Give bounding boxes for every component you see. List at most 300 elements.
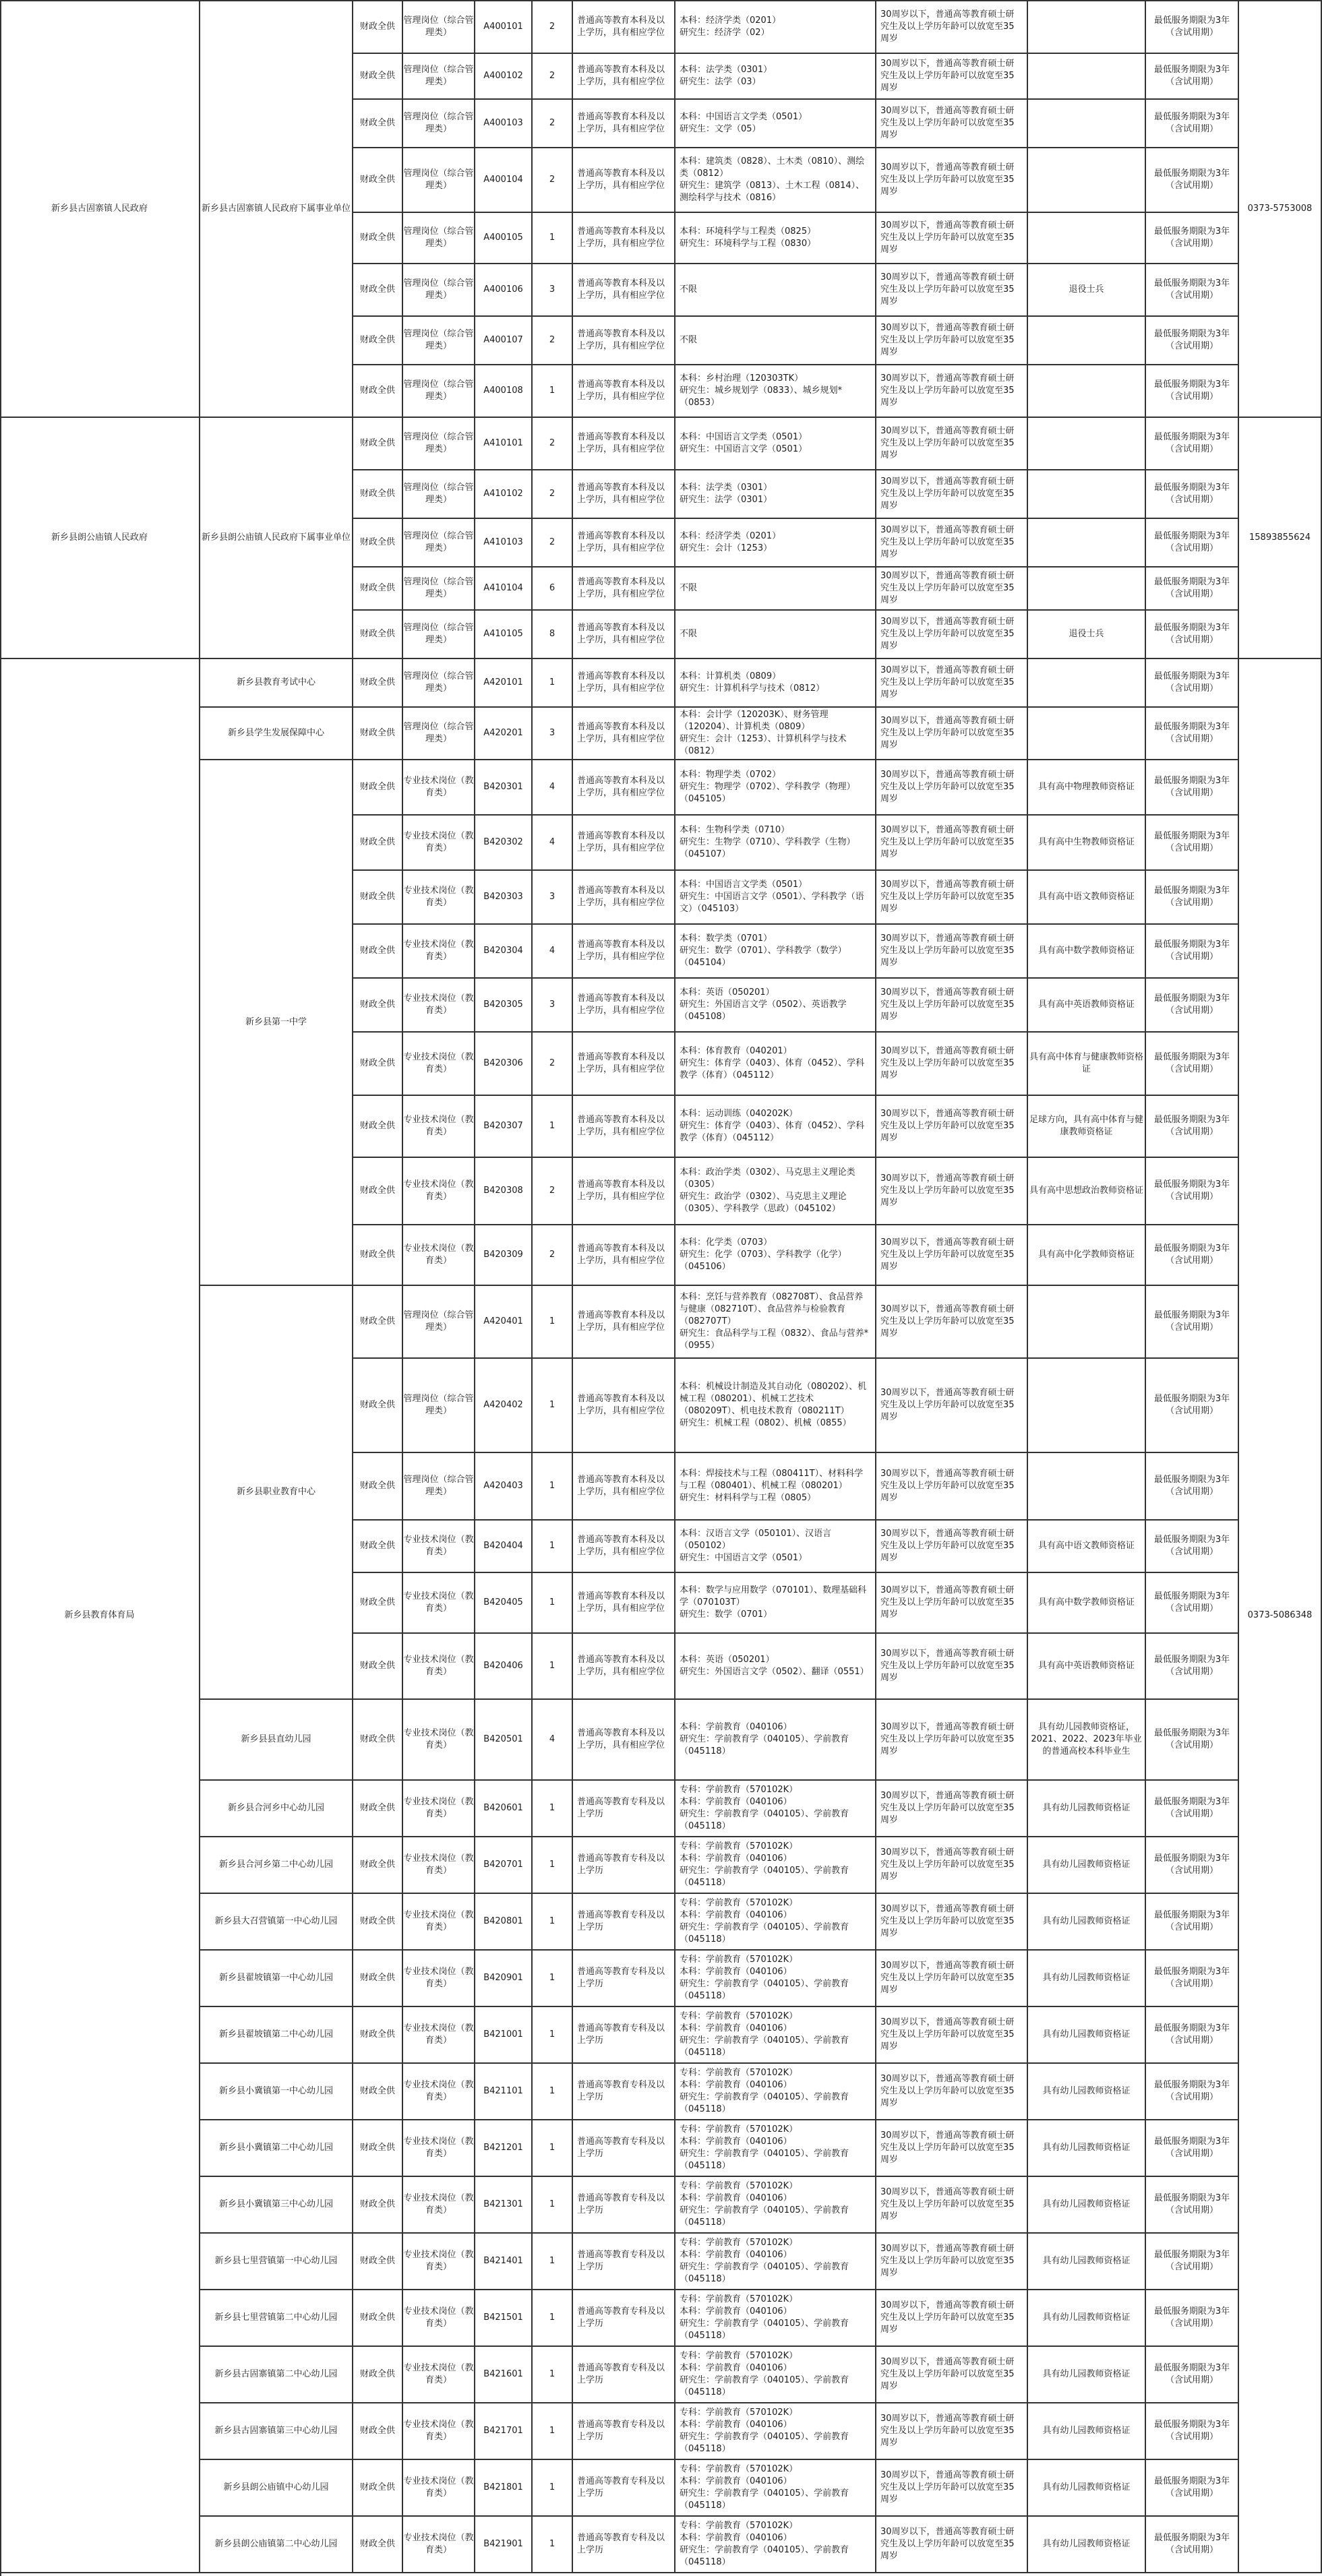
education-cell	[573, 1634, 675, 1700]
post-type-cell-text: 专业技术岗位（教育类）	[403, 1179, 474, 1202]
age-cell-text: 30周岁以下，普通高等教育硕士研究生及以上学历年龄可以放宽至35周岁	[880, 2527, 1015, 2561]
post-code-cell-text: A400101	[483, 22, 523, 32]
condition-cell	[1028, 365, 1146, 418]
headcount-cell-text: 4	[549, 1734, 555, 1744]
age-cell-text: 30周岁以下，普通高等教育硕士研究生及以上学历年龄可以放宽至35周岁	[880, 477, 1015, 511]
education-cell-text: 普通高等教育本科及以上学历，具有相应学位	[577, 1394, 665, 1416]
funding-cell-text: 财政全供	[359, 677, 395, 687]
post-type-cell	[403, 1359, 475, 1453]
service-period-cell	[1146, 2517, 1239, 2573]
major-cell-text: 本科：经济学类（0201） 研究生：经济学（02）	[680, 16, 781, 38]
education-cell-text: 普通高等教育本科及以上学历，具有相应学位	[577, 886, 665, 908]
post-type-cell	[403, 213, 475, 264]
education-cell-text: 普通高等教育专科及以上学历	[577, 2193, 665, 2215]
post-code-cell	[475, 2177, 533, 2234]
service-period-cell-text: 最低服务期限为3年（含试用期）	[1153, 2363, 1230, 2385]
post-code-cell-text: B420501	[483, 1734, 523, 1744]
post-code-cell	[475, 659, 533, 708]
phone-cell	[1239, 659, 1322, 2573]
education-cell	[573, 1453, 675, 1521]
phone-cell-text: 15893855624	[1249, 532, 1311, 543]
major-cell	[675, 213, 876, 264]
education-cell-text: 普通高等教育专科及以上学历	[577, 2137, 665, 2159]
age-cell-text: 30周岁以下，普通高等教育硕士研究生及以上学历年龄可以放宽至35周岁	[880, 880, 1015, 914]
service-period-cell	[1146, 519, 1239, 568]
funding-cell-text: 财政全供	[359, 1734, 395, 1744]
service-period-cell-text: 最低服务期限为3年（含试用期）	[1153, 483, 1230, 505]
major-cell	[675, 2234, 876, 2290]
condition-cell	[1028, 708, 1146, 760]
post-code-cell-text: A420401	[483, 1316, 523, 1326]
major-cell-text: 本科：中国语言文学类（0501） 研究生：中国语言文学（0501）	[680, 432, 808, 454]
post-code-cell-text: A420101	[483, 677, 523, 687]
service-period-cell-text: 最低服务期限为3年（含试用期）	[1153, 2023, 1230, 2046]
unit-name-cell-text: 新乡县县直幼儿园	[241, 1734, 311, 1744]
phone-cell	[1239, 1, 1322, 418]
post-type-cell-text: 专业技术岗位（教育类）	[403, 886, 474, 908]
unit-name-cell	[200, 1700, 353, 1781]
unit-name-cell-text: 新乡县大召营镇第一中心幼儿园	[214, 1916, 338, 1926]
education-cell-text: 普通高等教育本科及以上学历，具有相应学位	[577, 112, 665, 134]
condition-cell-text: 具有高中语文教师资格证	[1038, 1541, 1135, 1551]
condition-cell	[1028, 1573, 1146, 1634]
funding-cell	[353, 2177, 403, 2234]
major-cell-text: 专科：学前教育（570102K） 本科：学前教育（040106） 研究生：学前教育学（040105）、学前教育（045118）	[680, 2011, 849, 2058]
service-period-cell	[1146, 1286, 1239, 1359]
headcount-cell-text: 1	[549, 1803, 555, 1813]
post-code-cell	[475, 708, 533, 760]
condition-cell	[1028, 871, 1146, 925]
service-period-cell-text: 最低服务期限为3年（含试用期）	[1153, 16, 1230, 38]
post-code-cell	[475, 317, 533, 365]
major-cell-text: 不限	[680, 629, 698, 639]
condition-cell	[1028, 470, 1146, 519]
condition-cell-text: 具有幼儿园教师资格证	[1042, 1860, 1131, 1870]
funding-cell	[353, 365, 403, 418]
education-cell	[573, 264, 675, 317]
condition-cell	[1028, 1453, 1146, 1521]
service-period-cell-text: 最低服务期限为3年（含试用期）	[1153, 432, 1230, 454]
age-cell	[876, 568, 1028, 611]
major-cell	[675, 1634, 876, 1700]
condition-cell-text: 具有幼儿园教师资格证	[1042, 1973, 1131, 1983]
unit-name-cell	[200, 2347, 353, 2403]
major-cell-text: 本科：学前教育（040106） 研究生：学前教育学（040105）、学前教育（045118）	[680, 1722, 849, 1756]
condition-cell-text: 具有高中语文教师资格证	[1038, 892, 1135, 902]
age-cell-text: 30周岁以下，普通高等教育硕士研究生及以上学历年龄可以放宽至35周岁	[880, 1109, 1015, 1143]
major-cell-text: 本科：英语（050201） 研究生：外国语言文学（0502）、翻译（0551）	[680, 1655, 869, 1677]
education-cell	[573, 1, 675, 54]
major-cell-text: 本科：数学与应用数学（070101）、数理基础科学（070103T） 研究生：数学（0701）	[680, 1585, 867, 1620]
headcount-cell-text: 2	[549, 22, 555, 32]
education-cell-text: 普通高等教育本科及以上学历，具有相应学位	[577, 1310, 665, 1332]
service-period-cell-text: 最低服务期限为3年（含试用期）	[1153, 1394, 1230, 1416]
post-code-cell-text: B421301	[483, 2199, 523, 2209]
age-cell	[876, 2347, 1028, 2403]
major-cell	[675, 100, 876, 148]
condition-cell	[1028, 418, 1146, 470]
major-cell	[675, 1573, 876, 1634]
post-type-cell-text: 专业技术岗位（教育类）	[403, 2306, 474, 2329]
post-code-cell-text: B421901	[483, 2539, 523, 2549]
service-period-cell	[1146, 1573, 1239, 1634]
age-cell	[876, 1837, 1028, 1894]
major-cell	[675, 1096, 876, 1158]
headcount-cell-text: 1	[549, 1400, 555, 1410]
headcount-cell	[533, 1700, 573, 1781]
post-type-cell	[403, 2007, 475, 2064]
age-cell	[876, 760, 1028, 816]
funding-cell-text: 财政全供	[359, 2426, 395, 2436]
service-period-cell	[1146, 925, 1239, 979]
headcount-cell-text: 3	[549, 892, 555, 902]
headcount-cell	[533, 2460, 573, 2517]
funding-cell	[353, 979, 403, 1033]
funding-cell	[353, 2290, 403, 2347]
age-cell-text: 30周岁以下，普通高等教育硕士研究生及以上学历年龄可以放宽至35周岁	[880, 1722, 1015, 1756]
condition-cell	[1028, 2517, 1146, 2573]
funding-cell-text: 财政全供	[359, 728, 395, 738]
education-cell-text: 普通高等教育专科及以上学历	[577, 1967, 665, 1989]
post-type-cell	[403, 708, 475, 760]
age-cell	[876, 418, 1028, 470]
education-cell	[573, 1033, 675, 1096]
major-cell-text: 专科：学前教育（570102K） 本科：学前教育（040106） 研究生：学前教育学（040105）、学前教育（045118）	[680, 2464, 849, 2511]
funding-cell	[353, 659, 403, 708]
funding-cell	[353, 317, 403, 365]
unit-name-cell-text: 新乡县合河乡第二中心幼儿园	[218, 1860, 333, 1870]
major-cell-text: 专科：学前教育（570102K） 本科：学前教育（040106） 研究生：学前教育学（040105）、学前教育（045118）	[680, 1955, 849, 2001]
headcount-cell-text: 1	[549, 2369, 555, 2379]
condition-cell	[1028, 2403, 1146, 2460]
funding-cell	[353, 568, 403, 611]
age-cell-text: 30周岁以下，普通高等教育硕士研究生及以上学历年龄可以放宽至35周岁	[880, 1961, 1015, 1995]
condition-cell	[1028, 1521, 1146, 1573]
condition-cell	[1028, 1894, 1146, 1951]
service-period-cell	[1146, 1225, 1239, 1286]
unit-name-cell-text: 新乡县古固寨镇第二中心幼儿园	[214, 2369, 338, 2379]
major-cell-text: 专科：学前教育（570102K） 本科：学前教育（040106） 研究生：学前教育学（040105）、学前教育（045118）	[680, 2181, 849, 2228]
funding-cell	[353, 418, 403, 470]
funding-cell-text: 财政全供	[359, 1316, 395, 1326]
funding-cell	[353, 100, 403, 148]
service-period-cell-text: 最低服务期限为3年（含试用期）	[1153, 1115, 1230, 1137]
funding-cell	[353, 1, 403, 54]
education-cell-text: 普通高等教育本科及以上学历，具有相应学位	[577, 432, 665, 454]
unit-name-cell	[200, 2403, 353, 2460]
funding-cell	[353, 925, 403, 979]
condition-cell	[1028, 519, 1146, 568]
post-code-cell-text: B420307	[483, 1121, 523, 1131]
post-type-cell-text: 管理岗位（综合管理类）	[403, 168, 474, 191]
condition-cell-text: 具有幼儿园教师资格证	[1042, 1803, 1131, 1813]
post-code-cell-text: A410104	[483, 583, 523, 593]
condition-cell-text: 具有高中化学教师资格证	[1038, 1250, 1135, 1260]
post-type-cell	[403, 1286, 475, 1359]
major-cell-text: 专科：学前教育（570102K） 本科：学前教育（040106） 研究生：学前教育学（040105）、学前教育（045118）	[680, 2351, 849, 2397]
education-cell	[573, 1837, 675, 1894]
funding-cell	[353, 1096, 403, 1158]
service-period-cell-text: 最低服务期限为3年（含试用期）	[1153, 1310, 1230, 1332]
funding-cell-text: 财政全供	[359, 2029, 395, 2040]
post-type-cell	[403, 659, 475, 708]
major-cell	[675, 816, 876, 871]
age-cell	[876, 1521, 1028, 1573]
headcount-cell	[533, 2517, 573, 2573]
education-cell	[573, 708, 675, 760]
headcount-cell	[533, 1573, 573, 1634]
age-cell-text: 30周岁以下，普通高等教育硕士研究生及以上学历年龄可以放宽至35周岁	[880, 2244, 1015, 2278]
headcount-cell	[533, 2347, 573, 2403]
major-cell	[675, 611, 876, 659]
education-cell	[573, 470, 675, 519]
post-code-cell	[475, 1951, 533, 2007]
education-cell	[573, 659, 675, 708]
headcount-cell	[533, 2177, 573, 2234]
condition-cell	[1028, 1033, 1146, 1096]
service-period-cell	[1146, 100, 1239, 148]
education-cell	[573, 1359, 675, 1453]
funding-cell-text: 财政全供	[359, 837, 395, 847]
major-cell-text: 本科：会计学（120203K）、财务管理（120204）、计算机类（0809） 研究生：会计（1253）、计算机科学与技术（0812）	[680, 710, 847, 756]
service-period-cell-text: 最低服务期限为3年（含试用期）	[1153, 278, 1230, 301]
service-period-cell	[1146, 568, 1239, 611]
education-cell-text: 普通高等教育专科及以上学历	[577, 2023, 665, 2046]
post-code-cell	[475, 1634, 533, 1700]
funding-cell-text: 财政全供	[359, 1250, 395, 1260]
major-cell-text: 本科：汉语言文学（050101）、汉语言（050102） 研究生：中国语言文学（0501）	[680, 1529, 832, 1563]
post-code-cell-text: A400106	[483, 284, 523, 295]
unit-name-cell	[200, 1286, 353, 1700]
service-period-cell-text: 最低服务期限为3年（含试用期）	[1153, 2306, 1230, 2329]
service-period-cell-text: 最低服务期限为3年（含试用期）	[1153, 993, 1230, 1016]
major-cell	[675, 2460, 876, 2517]
post-code-cell-text: A400108	[483, 386, 523, 396]
major-cell-text: 本科：烹饪与营养教育（082708T）、食品营养与健康（082710T）、食品营养与检验教育（082707T） 研究生：食品科学与工程（0832）、食品与营养*（0955）	[680, 1292, 869, 1351]
headcount-cell-text: 4	[549, 946, 555, 956]
condition-cell	[1028, 2177, 1146, 2234]
service-period-cell	[1146, 1033, 1239, 1096]
service-period-cell	[1146, 2007, 1239, 2064]
age-cell	[876, 611, 1028, 659]
funding-cell	[353, 2460, 403, 2517]
condition-cell	[1028, 2290, 1146, 2347]
education-cell	[573, 2234, 675, 2290]
condition-cell-text: 具有幼儿园教师资格证	[1042, 2369, 1131, 2379]
education-cell-text: 普通高等教育本科及以上学历，具有相应学位	[577, 776, 665, 798]
major-cell-text: 本科：英语（050201） 研究生：外国语言文学（0502）、英语教学（045108）	[680, 987, 847, 1022]
post-type-cell	[403, 1700, 475, 1781]
condition-cell-text: 具有幼儿园教师资格证	[1042, 2482, 1131, 2492]
funding-cell-text: 财政全供	[359, 2369, 395, 2379]
age-cell-text: 30周岁以下，普通高等教育硕士研究生及以上学历年龄可以放宽至35周岁	[880, 2074, 1015, 2108]
unit-name-cell-text: 新乡县小冀镇第二中心幼儿园	[218, 2143, 333, 2153]
major-cell-text: 本科：经济学类（0201） 研究生：会计（1253）	[680, 531, 781, 553]
major-cell	[675, 659, 876, 708]
condition-cell	[1028, 148, 1146, 213]
headcount-cell-text: 1	[549, 1597, 555, 1607]
major-cell	[675, 568, 876, 611]
condition-cell-text: 具有幼儿园教师资格证	[1042, 2143, 1131, 2153]
headcount-cell	[533, 925, 573, 979]
headcount-cell-text: 3	[549, 1000, 555, 1010]
unit-name-cell	[200, 2517, 353, 2573]
post-type-cell	[403, 760, 475, 816]
age-cell-text: 30周岁以下，普通高等教育硕士研究生及以上学历年龄可以放宽至35周岁	[880, 1529, 1015, 1563]
education-cell-text: 普通高等教育专科及以上学历	[577, 1797, 665, 1819]
post-code-cell-text: B420306	[483, 1058, 523, 1068]
post-code-cell	[475, 2517, 533, 2573]
major-cell-text: 本科：法学类（0301） 研究生：法学（0301）	[680, 483, 773, 505]
unit-name-cell	[200, 2290, 353, 2347]
age-cell	[876, 2007, 1028, 2064]
education-cell	[573, 816, 675, 871]
funding-cell-text: 财政全供	[359, 892, 395, 902]
headcount-cell	[533, 54, 573, 100]
major-cell-text: 本科：化学类（0703） 研究生：化学（0703）、学科教学（化学）（045106）	[680, 1237, 847, 1272]
service-period-cell-text: 最低服务期限为3年（含试用期）	[1153, 1179, 1230, 1202]
service-period-cell-text: 最低服务期限为3年（含试用期）	[1153, 577, 1230, 599]
condition-cell	[1028, 979, 1146, 1033]
age-cell	[876, 470, 1028, 519]
service-period-cell	[1146, 1634, 1239, 1700]
education-cell-text: 普通高等教育专科及以上学历	[577, 1853, 665, 1876]
condition-cell-text: 具有高中数学教师资格证	[1038, 946, 1135, 956]
funding-cell	[353, 1033, 403, 1096]
age-cell	[876, 264, 1028, 317]
post-code-cell-text: B421201	[483, 2143, 523, 2153]
education-cell-text: 普通高等教育专科及以上学历	[577, 2533, 665, 2555]
major-cell-text: 专科：学前教育（570102K） 本科：学前教育（040106） 研究生：学前教育学（040105）、学前教育（045118）	[680, 1785, 849, 1831]
post-type-cell	[403, 1951, 475, 2007]
service-period-cell-text: 最低服务期限为3年（含试用期）	[1153, 2137, 1230, 2159]
major-cell-text: 本科：政治学类（0302）、马克思主义理论类（0305） 研究生：政治学（0302）、马克思主义理论（0305）、学科教学（思政）（045102）	[680, 1167, 855, 1214]
headcount-cell	[533, 1, 573, 54]
headcount-cell	[533, 1225, 573, 1286]
major-cell	[675, 708, 876, 760]
service-period-cell-text: 最低服务期限为3年（含试用期）	[1153, 1853, 1230, 1876]
post-code-cell-text: B420301	[483, 782, 523, 792]
condition-cell-text: 具有幼儿园教师资格证	[1042, 1916, 1131, 1926]
age-cell	[876, 2177, 1028, 2234]
age-cell	[876, 213, 1028, 264]
age-cell-text: 30周岁以下，普通高等教育硕士研究生及以上学历年龄可以放宽至35周岁	[880, 373, 1015, 408]
post-type-cell	[403, 1, 475, 54]
funding-cell	[353, 1951, 403, 2007]
education-cell	[573, 568, 675, 611]
major-cell-text: 专科：学前教育（570102K） 本科：学前教育（040106） 研究生：学前教育学（040105）、学前教育（045118）	[680, 2521, 849, 2567]
major-cell-text: 本科：中国语言文学类（0501） 研究生：中国语言文学（0501）、学科教学（语文）（045103）	[680, 880, 864, 914]
major-cell	[675, 519, 876, 568]
service-period-cell	[1146, 2177, 1239, 2234]
post-type-cell-text: 管理岗位（综合管理类）	[403, 1475, 474, 1497]
age-cell-text: 30周岁以下，普通高等教育硕士研究生及以上学历年龄可以放宽至35周岁	[880, 2130, 1015, 2165]
post-type-cell	[403, 148, 475, 213]
post-type-cell-text: 管理岗位（综合管理类）	[403, 531, 474, 553]
major-cell	[675, 1225, 876, 1286]
service-period-cell-text: 最低服务期限为3年（含试用期）	[1153, 2533, 1230, 2555]
headcount-cell-text: 1	[549, 1860, 555, 1870]
major-cell-text: 本科：乡村治理（120303TK） 研究生：城乡规划学（0833）、城乡规划*（0853）	[680, 373, 843, 408]
age-cell-text: 30周岁以下，普通高等教育硕士研究生及以上学历年龄可以放宽至35周岁	[880, 716, 1015, 750]
education-cell-text: 普通高等教育本科及以上学历，具有相应学位	[577, 65, 665, 87]
post-type-cell	[403, 2064, 475, 2120]
age-cell	[876, 54, 1028, 100]
funding-cell	[353, 2064, 403, 2120]
post-type-cell-text: 管理岗位（综合管理类）	[403, 432, 474, 454]
funding-cell	[353, 1837, 403, 1894]
major-cell-text: 本科：中国语言文学类（0501） 研究生：文学（05）	[680, 112, 808, 134]
post-type-cell-text: 专业技术岗位（教育类）	[403, 831, 474, 853]
post-type-cell-text: 专业技术岗位（教育类）	[403, 1728, 474, 1750]
post-type-cell	[403, 1894, 475, 1951]
headcount-cell-text: 1	[549, 2199, 555, 2209]
condition-cell-text: 足球方向，具有高中体育与健康教师资格证	[1029, 1115, 1143, 1137]
major-cell-text: 专科：学前教育（570102K） 本科：学前教育（040106） 研究生：学前教育学（040105）、学前教育（045118）	[680, 1898, 849, 1944]
headcount-cell-text: 1	[549, 2086, 555, 2096]
headcount-cell	[533, 1837, 573, 1894]
age-cell-text: 30周岁以下，普通高等教育硕士研究生及以上学历年龄可以放宽至35周岁	[880, 1469, 1015, 1503]
funding-cell	[353, 1225, 403, 1286]
education-cell	[573, 1286, 675, 1359]
post-type-cell-text: 专业技术岗位（教育类）	[403, 776, 474, 798]
post-type-cell-text: 专业技术岗位（教育类）	[403, 1535, 474, 1557]
major-cell	[675, 2120, 876, 2177]
post-code-cell	[475, 1700, 533, 1781]
unit-name-cell	[200, 1951, 353, 2007]
major-cell-text: 本科：法学类（0301） 研究生：法学（03）	[680, 65, 773, 87]
service-period-cell	[1146, 1359, 1239, 1453]
post-code-cell-text: B421801	[483, 2482, 523, 2492]
unit-name-cell	[200, 1837, 353, 1894]
education-cell-text: 普通高等教育本科及以上学历，具有相应学位	[577, 940, 665, 962]
unit-name-cell	[200, 1894, 353, 1951]
post-type-cell-text: 专业技术岗位（教育类）	[403, 1797, 474, 1819]
education-cell	[573, 2347, 675, 2403]
education-cell-text: 普通高等教育本科及以上学历，具有相应学位	[577, 226, 665, 249]
post-type-cell	[403, 1837, 475, 1894]
post-type-cell	[403, 2177, 475, 2234]
funding-cell	[353, 2234, 403, 2290]
headcount-cell-text: 1	[549, 2312, 555, 2323]
age-cell	[876, 925, 1028, 979]
headcount-cell-text: 1	[549, 1316, 555, 1326]
headcount-cell-text: 2	[549, 537, 555, 547]
age-cell-text: 30周岁以下，普通高等教育硕士研究生及以上学历年龄可以放宽至35周岁	[880, 987, 1015, 1022]
headcount-cell	[533, 1634, 573, 1700]
age-cell-text: 30周岁以下，普通高等教育硕士研究生及以上学历年龄可以放宽至35周岁	[880, 2357, 1015, 2391]
funding-cell	[353, 1573, 403, 1634]
post-code-cell-text: B420701	[483, 1860, 523, 1870]
funding-cell-text: 财政全供	[359, 2086, 395, 2096]
headcount-cell	[533, 519, 573, 568]
education-cell	[573, 1573, 675, 1634]
condition-cell-text: 具有幼儿园教师资格证	[1042, 2086, 1131, 2096]
education-cell-text: 普通高等教育专科及以上学历	[577, 2476, 665, 2498]
age-cell-text: 30周岁以下，普通高等教育硕士研究生及以上学历年龄可以放宽至35周岁	[880, 1173, 1015, 1208]
post-type-cell-text: 管理岗位（综合管理类）	[403, 722, 474, 744]
major-cell	[675, 760, 876, 816]
headcount-cell-text: 2	[549, 1058, 555, 1068]
major-cell	[675, 1158, 876, 1225]
condition-cell	[1028, 2234, 1146, 2290]
age-cell	[876, 2460, 1028, 2517]
education-cell	[573, 148, 675, 213]
age-cell-text: 30周岁以下，普通高等教育硕士研究生及以上学历年龄可以放宽至35周岁	[880, 2187, 1015, 2221]
education-cell	[573, 925, 675, 979]
organization-cell	[0, 1, 200, 418]
post-code-cell	[475, 1096, 533, 1158]
